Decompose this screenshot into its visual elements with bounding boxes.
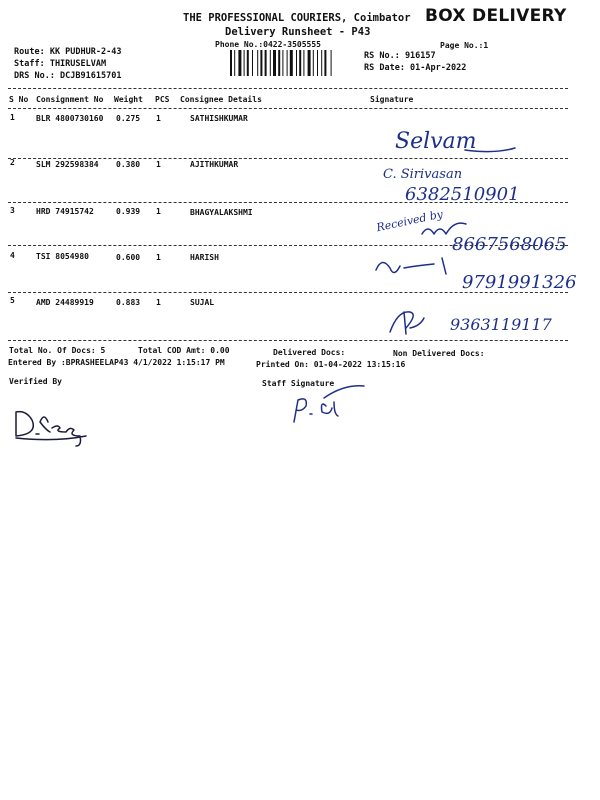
- route-label: Route: KK PUDHUR-2-43: [14, 47, 122, 57]
- col-weight: Weight: [114, 95, 143, 104]
- rs-date: RS Date: 01-Apr-2022: [364, 63, 467, 73]
- drs-number: DRS No.: DCJB91615701: [14, 71, 122, 81]
- header-top-rule: [8, 88, 568, 89]
- signature-row5: [380, 300, 580, 344]
- col-consignment: Consignment No: [36, 95, 104, 104]
- svg-text:9363119117: 9363119117: [450, 315, 552, 334]
- table-row-sno: 5: [10, 296, 15, 305]
- table-row-consignment: SLM 292598384: [36, 160, 99, 169]
- staff-signature: [290, 384, 370, 428]
- entered-by: Entered By :BPRASHEELAP43 4/1/2022 1:15:17 PM: [8, 358, 225, 367]
- staff-signature-label: Staff Signature: [262, 379, 335, 388]
- non-delivered-docs: Non Delivered Docs:: [393, 349, 485, 358]
- total-docs: Total No. Of Docs: 5: [9, 346, 106, 355]
- verified-by-label: Verified By: [9, 377, 62, 386]
- table-row-sno: 1: [10, 113, 15, 122]
- table-row-consignment: BLR 4800730160: [36, 114, 104, 123]
- printed-on: Printed On: 01-04-2022 13:15:16: [256, 360, 406, 369]
- box-delivery-badge: BOX DELIVERY: [425, 6, 567, 26]
- table-row-consignee: AJITHKUMAR: [190, 160, 239, 169]
- col-consignee: Consignee Details: [180, 95, 262, 104]
- barcode-icon: [230, 50, 350, 76]
- table-row-weight: 0.275: [116, 114, 141, 123]
- total-cod: Total COD Amt: 0.00: [138, 346, 230, 355]
- delivered-docs: Delivered Docs:: [273, 348, 346, 357]
- svg-text:Selvam: Selvam: [395, 129, 477, 154]
- table-row-consignment: AMD 24489919: [36, 298, 94, 307]
- company-name: THE PROFESSIONAL COURIERS, Coimbator: [183, 12, 411, 24]
- signature-row3: [372, 204, 572, 256]
- col-sno: S No: [9, 95, 29, 104]
- rs-number: RS No.: 916157: [364, 51, 436, 61]
- svg-text:6382510901: 6382510901: [405, 184, 520, 205]
- table-row-pcs: 1: [156, 160, 161, 169]
- table-row-sno: 3: [10, 206, 15, 215]
- table-row-consignee: HARISH: [190, 253, 219, 262]
- page-number: Page No.:1: [440, 41, 489, 50]
- table-row-sno: 4: [10, 251, 15, 260]
- table-row-pcs: 1: [156, 114, 161, 123]
- staff-label: Staff: THIRUSELVAM: [14, 59, 107, 69]
- svg-text:8667568065: 8667568065: [452, 234, 567, 255]
- phone-number: Phone No.:0422-3505555: [215, 40, 321, 49]
- table-row-consignee: SATHISHKUMAR: [190, 114, 248, 123]
- table-row-pcs: 1: [156, 207, 161, 216]
- table-row-pcs: 1: [156, 298, 161, 307]
- runsheet-title: Delivery Runsheet - P43: [225, 26, 371, 38]
- table-row-consignee: BHAGYALAKSHMI: [190, 208, 253, 217]
- signature-row4: [372, 250, 577, 294]
- table-row-weight: 0.600: [116, 253, 141, 262]
- col-pcs: PCS: [155, 95, 170, 104]
- table-row-weight: 0.883: [116, 298, 141, 307]
- table-row-weight: 0.939: [116, 207, 141, 216]
- verifier-signature: [8, 400, 108, 448]
- svg-text:Received by: Received by: [375, 207, 445, 235]
- table-row-consignee: SUJAL: [190, 298, 215, 307]
- table-row-weight: 0.380: [116, 160, 141, 169]
- signature-row1: [375, 120, 575, 160]
- svg-text:9791991326: 9791991326: [462, 272, 577, 293]
- col-signature: Signature: [370, 95, 414, 104]
- table-row-consignment: TSI 8054980: [36, 252, 89, 261]
- header-bottom-rule: [8, 108, 568, 109]
- table-row-sno: 2: [10, 158, 15, 167]
- signature-row2: [375, 160, 575, 206]
- table-row-consignment: HRD 74915742: [36, 207, 94, 216]
- table-row-pcs: 1: [156, 253, 161, 262]
- svg-text:C. Sirivasan: C. Sirivasan: [383, 167, 463, 182]
